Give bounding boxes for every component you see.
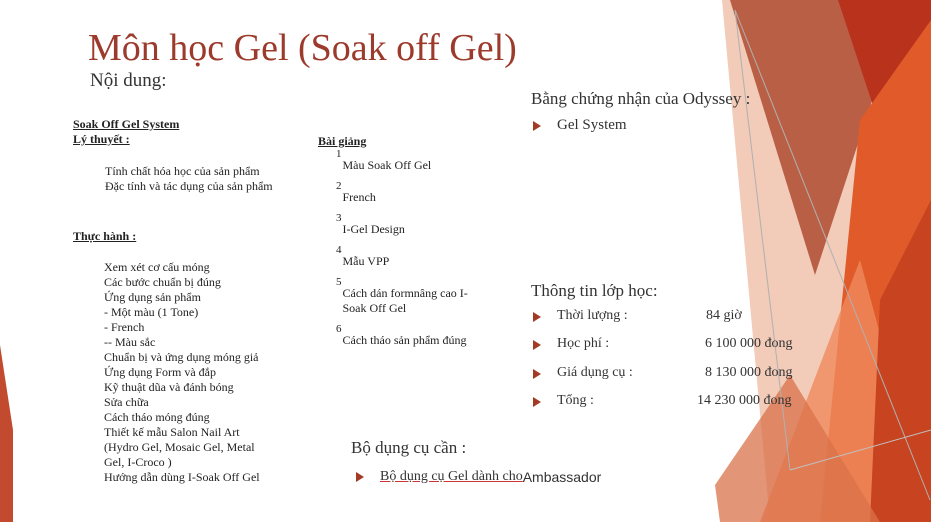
certificate-item <box>533 117 627 134</box>
lesson-number: 5 <box>336 276 342 288</box>
content-label: Nội dung: <box>90 70 167 91</box>
info-label: Tổng : <box>557 393 594 408</box>
practice-item: Sửa chữa <box>104 395 149 409</box>
practice-item: Ứng dụng Form và đắp <box>104 365 216 379</box>
lesson-text-continued: Soak Off Gel <box>342 301 407 315</box>
lesson-text: Cách tháo sản phẩm đúng <box>342 333 467 347</box>
theory-list <box>105 164 273 194</box>
lesson-text-block <box>343 278 468 316</box>
practice-item: Thiết kế mẫu Salon Nail Art <box>104 425 240 439</box>
bullet-triangle-icon <box>356 472 364 482</box>
practice-heading: Thực hành : <box>73 229 137 243</box>
info-label: Học phí : <box>557 336 610 351</box>
kit-heading: Bộ dụng cụ cần : <box>351 438 467 457</box>
lesson-item <box>336 325 468 348</box>
lesson-number: 4 <box>336 244 342 256</box>
info-label: Giá dụng cụ : <box>557 365 633 380</box>
class-info-heading: Thông tin lớp học: <box>531 281 658 300</box>
practice-item: Các bước chuẩn bị đúng <box>104 275 221 289</box>
practice-item: Chuẩn bị và ứng dụng móng giả <box>104 350 259 364</box>
slide-title: Môn học Gel (Soak off Gel) <box>88 27 517 69</box>
lesson-item <box>336 214 468 237</box>
kit-item <box>356 469 601 485</box>
system-heading: Soak Off Gel System <box>73 117 180 131</box>
lesson-item <box>336 182 468 205</box>
theory-heading: Lý thuyết : <box>73 132 130 146</box>
certificate-item-label: Gel System <box>557 117 627 133</box>
practice-item: Ứng dụng sản phẩm <box>104 290 201 304</box>
practice-item: Xem xét cơ cấu móng <box>104 260 210 274</box>
practice-item: Kỹ thuật dũa và đánh bóng <box>104 380 234 394</box>
practice-item: Hướng dẫn dùng I-Soak Off Gel <box>104 470 260 484</box>
info-label: Thời lượng : <box>557 308 628 323</box>
info-value: 8 130 000 đong <box>705 365 793 380</box>
lesson-number: 1 <box>336 148 342 160</box>
bullet-triangle-icon <box>533 340 541 350</box>
practice-item: Gel, I-Croco ) <box>104 455 172 469</box>
lesson-item <box>336 246 468 269</box>
bullet-triangle-icon <box>533 121 541 131</box>
lesson-number: 6 <box>336 323 342 335</box>
practice-item: - Một màu (1 Tone) <box>104 305 199 319</box>
lesson-number: 3 <box>336 212 342 224</box>
practice-item: (Hydro Gel, Mosaic Gel, Metal <box>104 440 255 454</box>
lesson-text: Màu Soak Off Gel <box>342 158 432 172</box>
lessons-list <box>336 150 468 357</box>
bullet-triangle-icon <box>533 369 541 379</box>
bullet-triangle-icon <box>533 397 541 407</box>
practice-item: -- Màu sắc <box>104 335 156 349</box>
lesson-item <box>336 278 468 316</box>
practice-item: Cách tháo móng đúng <box>104 410 210 424</box>
lesson-item <box>336 150 468 173</box>
info-value: 14 230 000 đong <box>697 393 792 408</box>
lesson-number: 2 <box>336 180 342 192</box>
kit-item-underlined: Bộ dụng cụ Gel dành cho <box>380 469 523 484</box>
left-edge-stripe <box>0 345 13 522</box>
certificate-heading: Bằng chứng nhận của Odyssey : <box>531 89 751 108</box>
lesson-text: Cách dán formnâng cao I- <box>342 286 468 300</box>
lessons-heading: Bài giảng <box>318 134 367 148</box>
info-value: 84 giờ <box>706 308 742 323</box>
theory-item: Tính chất hóa học của sản phẩm <box>105 164 260 178</box>
kit-item-rest: Ambassador <box>522 469 602 485</box>
lesson-text: French <box>342 190 376 204</box>
lesson-text: I-Gel Design <box>342 222 405 236</box>
info-value: 6 100 000 đong <box>705 336 793 351</box>
practice-list <box>104 260 260 485</box>
practice-item: - French <box>104 320 145 334</box>
lesson-text: Mẫu VPP <box>342 254 390 268</box>
bullet-triangle-icon <box>533 312 541 322</box>
theory-item: Đặc tính và tác dụng của sản phẩm <box>105 179 273 193</box>
